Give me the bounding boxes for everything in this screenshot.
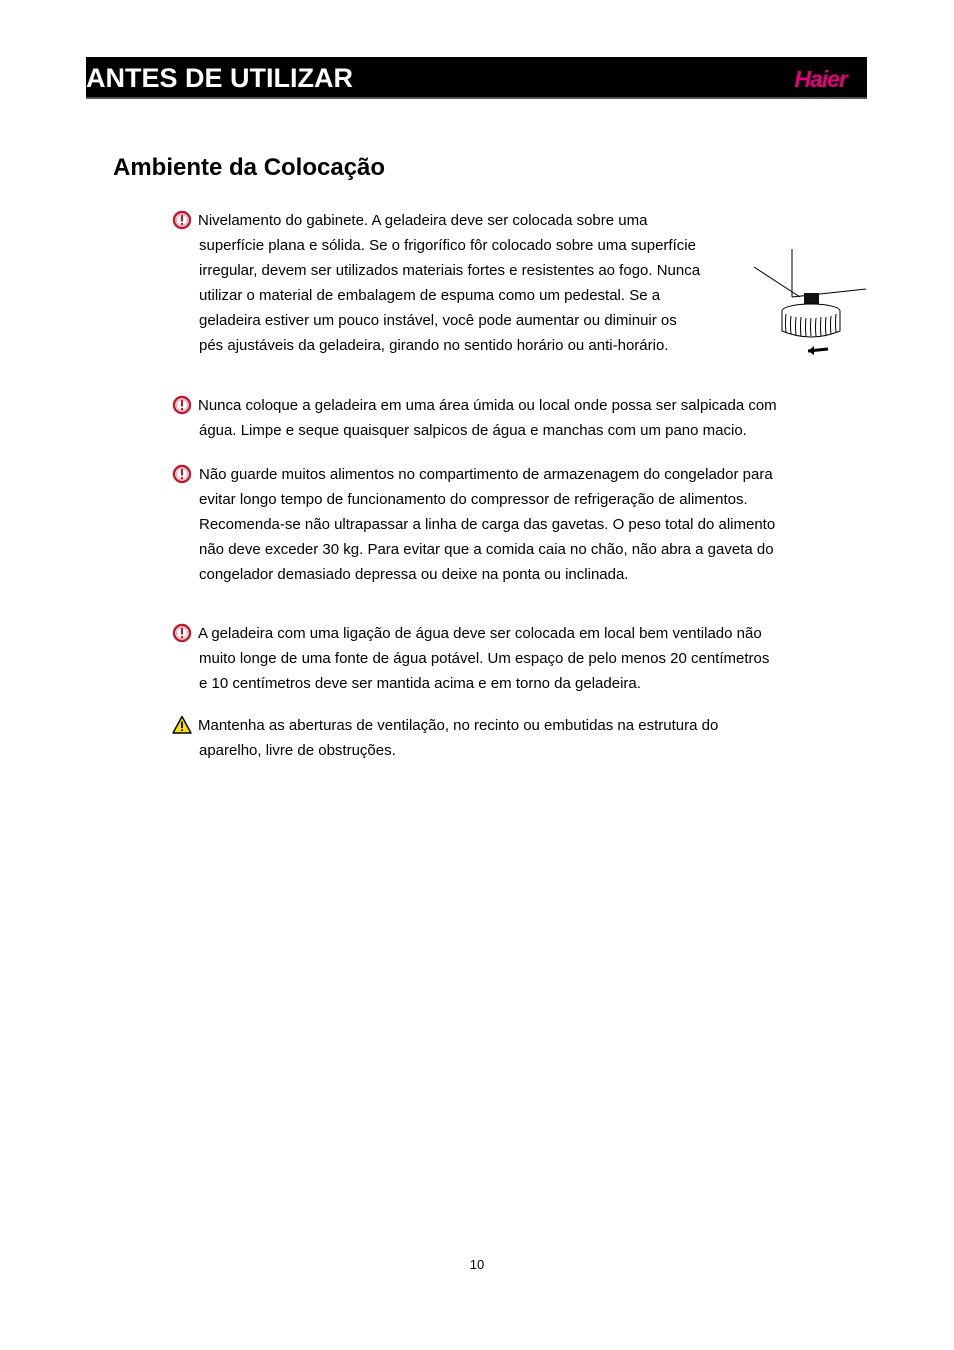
adjustable-foot-illustration xyxy=(752,247,868,359)
item-line: Nunca coloque a geladeira em uma área úmida ou local onde possa ser salpicada com xyxy=(198,397,777,414)
list-item xyxy=(172,621,769,696)
item-line: superfície plana e sólida. Se o frigorífico fôr colocado sobre uma superfície xyxy=(199,237,696,254)
item-line: evitar longo tempo de funcionamento do compressor de refrigeração de alimentos. xyxy=(199,491,748,508)
caution-circle-icon xyxy=(172,464,192,484)
item-line: pés ajustáveis da geladeira, girando no sentido horário ou anti-horário. xyxy=(199,337,669,354)
item-line: utilizar o material de embalagem de espuma como um pedestal. Se a xyxy=(199,287,661,304)
page-number: 10 xyxy=(469,1257,485,1272)
item-line: Mantenha as aberturas de ventilação, no recinto ou embutidas na estrutura do xyxy=(198,717,719,734)
haier-logo: Haier xyxy=(794,66,847,92)
header-bar xyxy=(86,57,867,99)
list-item xyxy=(172,208,700,358)
section-title: Ambiente da Colocação xyxy=(113,154,386,181)
item-line: água. Limpe e seque quaisquer salpicos de água e manchas com um pano macio. xyxy=(199,422,747,439)
caution-circle-icon xyxy=(172,210,192,230)
list-item xyxy=(172,393,777,443)
item-line: geladeira estiver um pouco instável, você pode aumentar ou diminuir os xyxy=(199,312,677,329)
item-line: não deve exceder 30 kg. Para evitar que a comida caia no chão, não abra a gaveta do xyxy=(199,541,774,558)
item-line: Recomenda-se não ultrapassar a linha de carga das gavetas. O peso total do alimento xyxy=(199,516,776,533)
list-item xyxy=(172,462,775,587)
item-line: e 10 centímetros deve ser mantida acima e em torno da geladeira. xyxy=(199,675,641,692)
page-header-title: ANTES DE UTILIZAR xyxy=(86,63,353,93)
item-line: Não guarde muitos alimentos no compartimento de armazenagem do congelador para xyxy=(199,466,773,483)
item-line: A geladeira com uma ligação de água deve ser colocada em local bem ventilado não xyxy=(198,625,762,642)
item-line: congelador demasiado depressa ou deixe na ponta ou inclinada. xyxy=(199,566,629,583)
caution-circle-icon xyxy=(172,395,192,415)
item-line: irregular, devem ser utilizados materiais fortes e resistentes ao fogo. Nunca xyxy=(199,262,701,279)
item-line: aparelho, livre de obstruções. xyxy=(199,742,396,759)
warning-triangle-icon xyxy=(172,715,192,735)
item-line: muito longe de uma fonte de água potável. Um espaço de pelo menos 20 centímetros xyxy=(199,650,770,667)
item-line: Nivelamento do gabinete. A geladeira deve ser colocada sobre uma xyxy=(198,212,648,229)
list-item xyxy=(172,713,718,763)
caution-circle-icon xyxy=(172,623,192,643)
